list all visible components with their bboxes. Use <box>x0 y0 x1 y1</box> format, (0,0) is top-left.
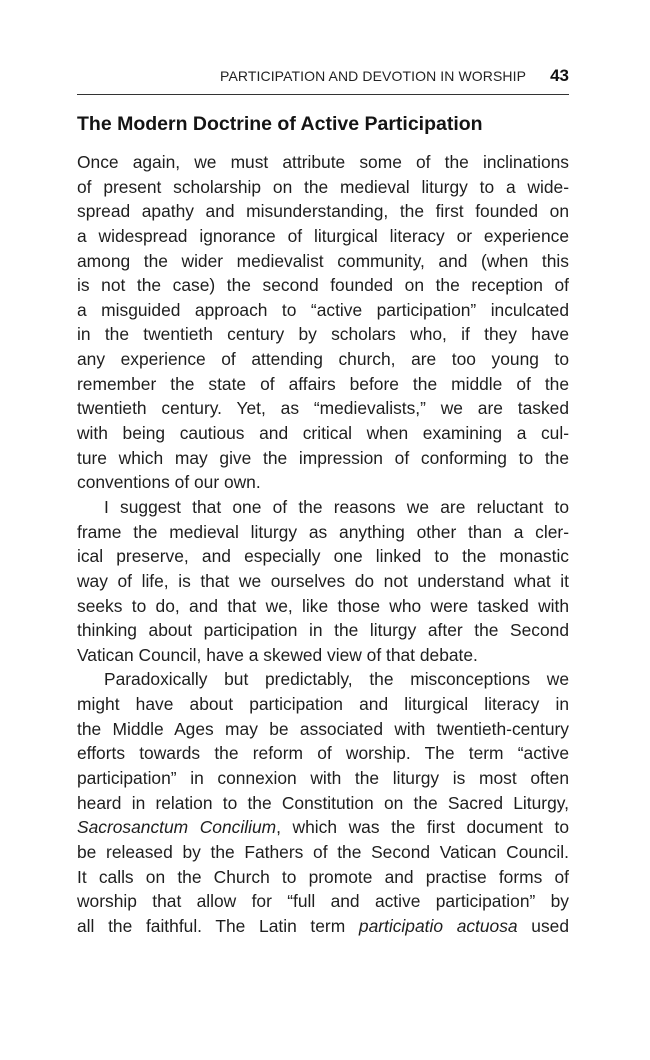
running-header <box>77 66 569 86</box>
page-number: 43 <box>550 66 569 85</box>
section-heading: The Modern Doctrine of Active Participation <box>77 113 483 135</box>
text-line: the Middle Ages may be associated with twentieth-century <box>77 718 569 739</box>
book-page <box>77 0 569 1060</box>
paragraph-1 <box>77 150 569 495</box>
text-line: in the twentieth century by scholars who, if they have <box>77 324 569 345</box>
text-line <box>77 815 569 840</box>
text-line: Once again, we must attribute some of the inclinations <box>77 152 569 172</box>
text-line: thinking about participation in the liturgy after the Second <box>77 620 569 641</box>
text-line: It calls on the Church to promote and practise forms of <box>77 866 569 887</box>
text-line: Vatican Council, have a skewed view of that debate. <box>77 644 478 665</box>
text-line: spread apathy and misunderstanding, the first founded on <box>77 201 569 222</box>
text-line: conventions of our own. <box>77 472 261 493</box>
text-line: heard in relation to the Constitution on the Sacred Liturgy, <box>77 792 569 813</box>
text-line: with being cautious and critical when examining a cul- <box>77 423 569 444</box>
latin-term-italic: participatio actuosa <box>358 915 518 936</box>
text-line: way of life, is that we ourselves do not understand what it <box>77 570 569 591</box>
running-title: PARTICIPATION AND DEVOTION IN WORSHIP <box>220 68 527 84</box>
text-line: a misguided approach to “active participation” inculcated <box>77 299 569 320</box>
body-text <box>77 150 569 939</box>
paragraph-2 <box>77 495 569 667</box>
text-line: of present scholarship on the medieval liturgy to a wide- <box>77 176 569 197</box>
text-line: efforts towards the reform of worship. The term “active <box>77 743 569 764</box>
document-title-italic: Sacrosanctum Concilium <box>77 817 277 838</box>
text-line: any experience of attending church, are too young to <box>77 349 569 370</box>
text-fragment: all the faithful. The Latin term <box>77 915 359 936</box>
text-line: be released by the Fathers of the Second Vatican Council. <box>77 841 569 862</box>
header-rule <box>77 94 569 95</box>
text-line: is not the case) the second founded on the reception of <box>77 275 569 296</box>
text-line: remember the state of affairs before the middle of the <box>77 373 569 394</box>
text-line: among the wider medievalist community, and (when this <box>77 250 569 271</box>
text-line: might have about participation and liturgical literacy in <box>77 694 569 715</box>
text-fragment: used <box>517 915 569 936</box>
text-line: frame the medieval liturgy as anything other than a cler- <box>77 521 569 542</box>
text-line <box>77 914 569 939</box>
text-line: twentieth century. Yet, as “medievalists,” we are tasked <box>77 398 569 419</box>
text-line: Paradoxically but predictably, the misconceptions we <box>104 669 569 690</box>
paragraph-3 <box>77 667 569 938</box>
text-line: ture which may give the impression of conforming to the <box>77 447 569 468</box>
text-line: seeks to do, and that we, like those who were tasked with <box>77 595 569 616</box>
text-line: ical preserve, and especially one linked to the monastic <box>77 546 569 567</box>
text-line: participation” in connexion with the liturgy is most often <box>77 768 569 789</box>
text-line: I suggest that one of the reasons we are reluctant to <box>104 496 569 517</box>
text-fragment: , which was the first document to <box>276 817 569 838</box>
text-line: a widespread ignorance of liturgical literacy or experience <box>77 225 569 246</box>
text-line: worship that allow for “full and active participation” by <box>77 891 569 912</box>
